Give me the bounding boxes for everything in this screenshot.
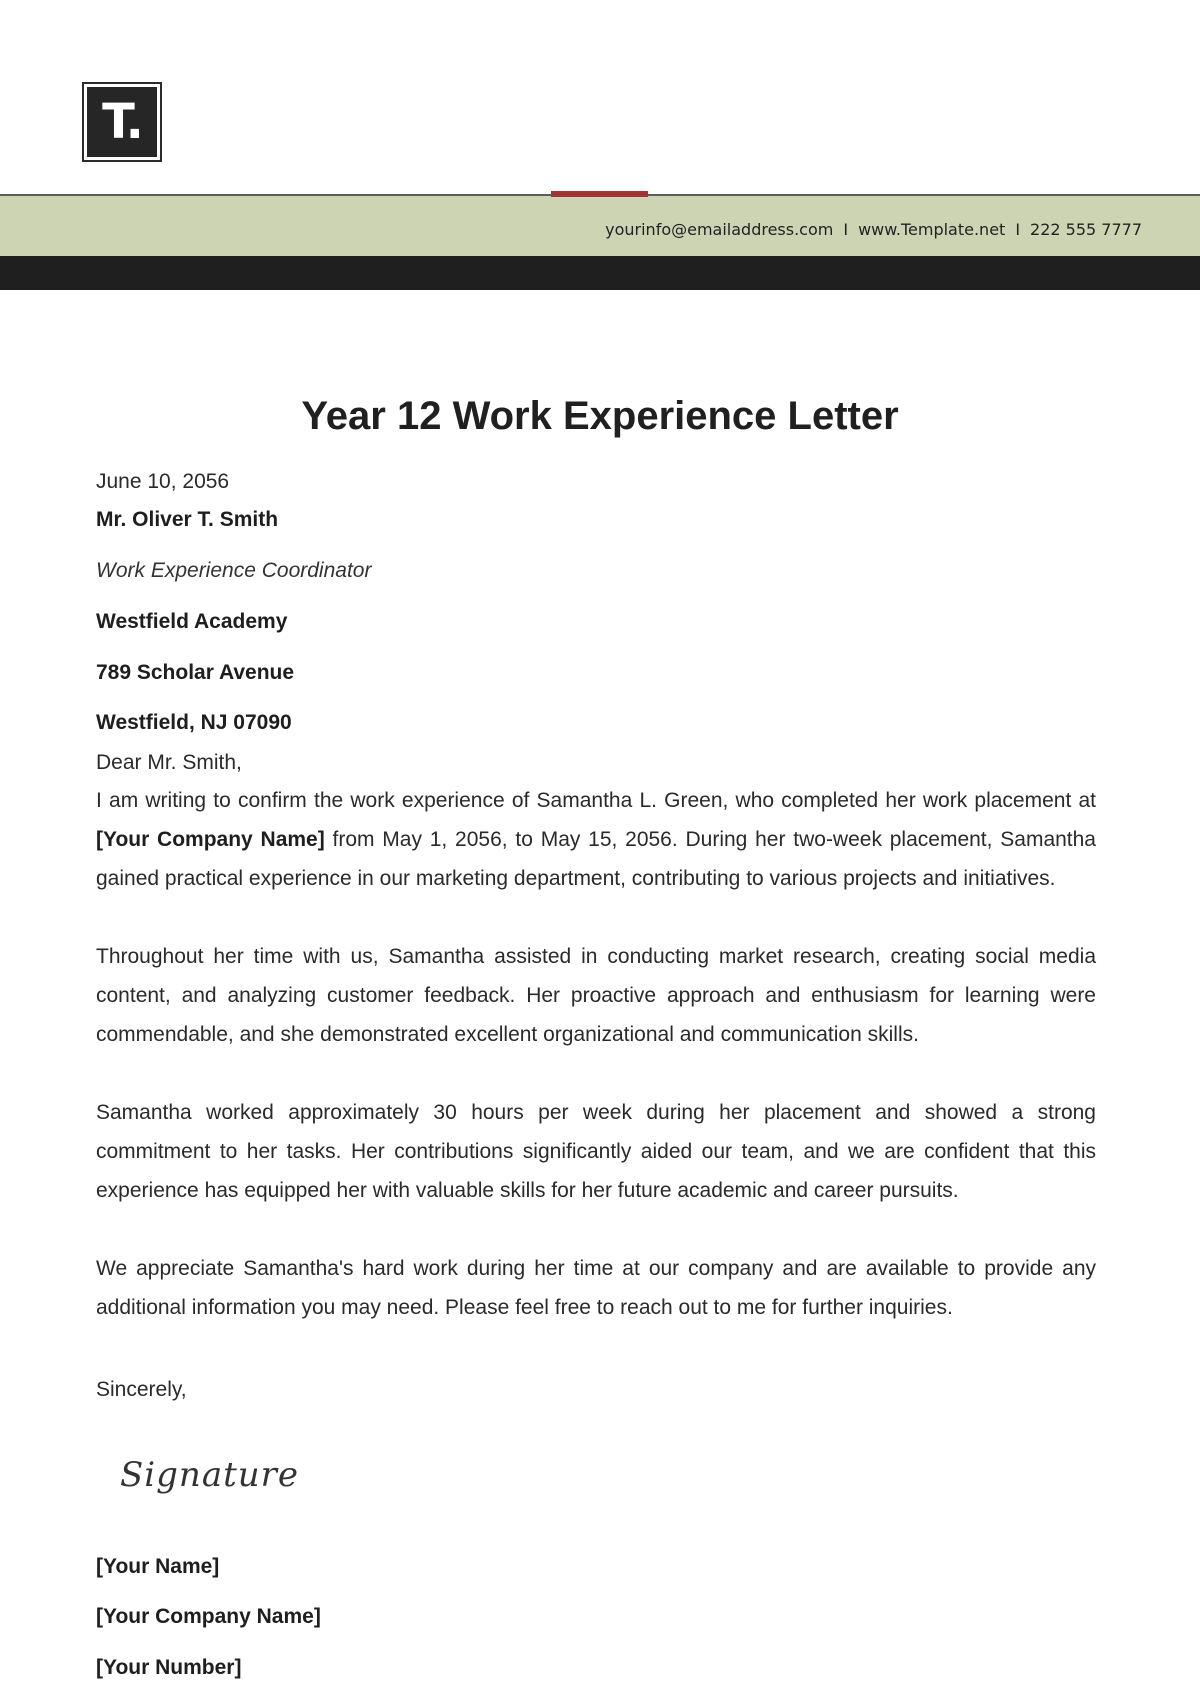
paragraph-1-company: [Your Company Name]	[96, 828, 325, 851]
contact-band	[0, 194, 1200, 256]
recipient-address-line2: Westfield, NJ 07090	[96, 711, 292, 734]
logo-mark: T.	[87, 87, 157, 157]
sender-company: [Your Company Name]	[96, 1605, 321, 1628]
letter-title: Year 12 Work Experience Letter	[301, 394, 899, 438]
header-accent-bar	[551, 191, 648, 197]
company-logo	[82, 82, 162, 162]
salutation: Dear Mr. Smith,	[96, 751, 242, 774]
paragraph-1-text-b: from May 1, 2056, to May 15, 2056. During her two-week placement, Samantha gained practical experience in our marketing department, contributing to various projects and initiatives.	[96, 828, 1096, 890]
contact-info	[605, 220, 1142, 239]
recipient-address-line1: 789 Scholar Avenue	[96, 661, 295, 684]
paragraph-4: We appreciate Samantha's hard work during her time at our company and are available to provide any additional information you may need. Please feel free to reach out to me for further inquiries.	[96, 1257, 1096, 1319]
header-dark-band	[0, 256, 1200, 290]
contact-separator: I	[1015, 220, 1021, 239]
sender-number: [Your Number]	[96, 1656, 242, 1679]
recipient-title: Work Experience Coordinator	[96, 559, 372, 582]
signature-image: Signature	[120, 1455, 300, 1495]
paragraph-2: Throughout her time with us, Samantha assisted in conducting market research, creating social media content, and analyzing customer feedback. Her proactive approach and enthusiasm for learning were commendable, and she demonstrated excellent organizational and communication skills.	[96, 945, 1096, 1046]
paragraph-1	[96, 781, 1096, 898]
contact-email: yourinfo@emailaddress.com	[605, 220, 834, 239]
contact-website: www.Template.net	[858, 220, 1006, 239]
recipient-organization: Westfield Academy	[96, 610, 288, 633]
letter-date: June 10, 2056	[96, 470, 230, 493]
closing: Sincerely,	[96, 1378, 187, 1401]
recipient-name: Mr. Oliver T. Smith	[96, 508, 279, 531]
paragraph-3: Samantha worked approximately 30 hours per week during her placement and showed a strong commitment to her tasks. Her contributions significantly aided our team, and we are confident that this experience has equipped her with valuable skills for her future academic and career pursuits.	[96, 1101, 1096, 1202]
sender-name: [Your Name]	[96, 1555, 220, 1578]
paragraph-1-text-a: I am writing to confirm the work experience of Samantha L. Green, who completed her work placement at	[96, 789, 1096, 812]
contact-separator: I	[843, 220, 849, 239]
contact-phone: 222 555 7777	[1030, 220, 1142, 239]
